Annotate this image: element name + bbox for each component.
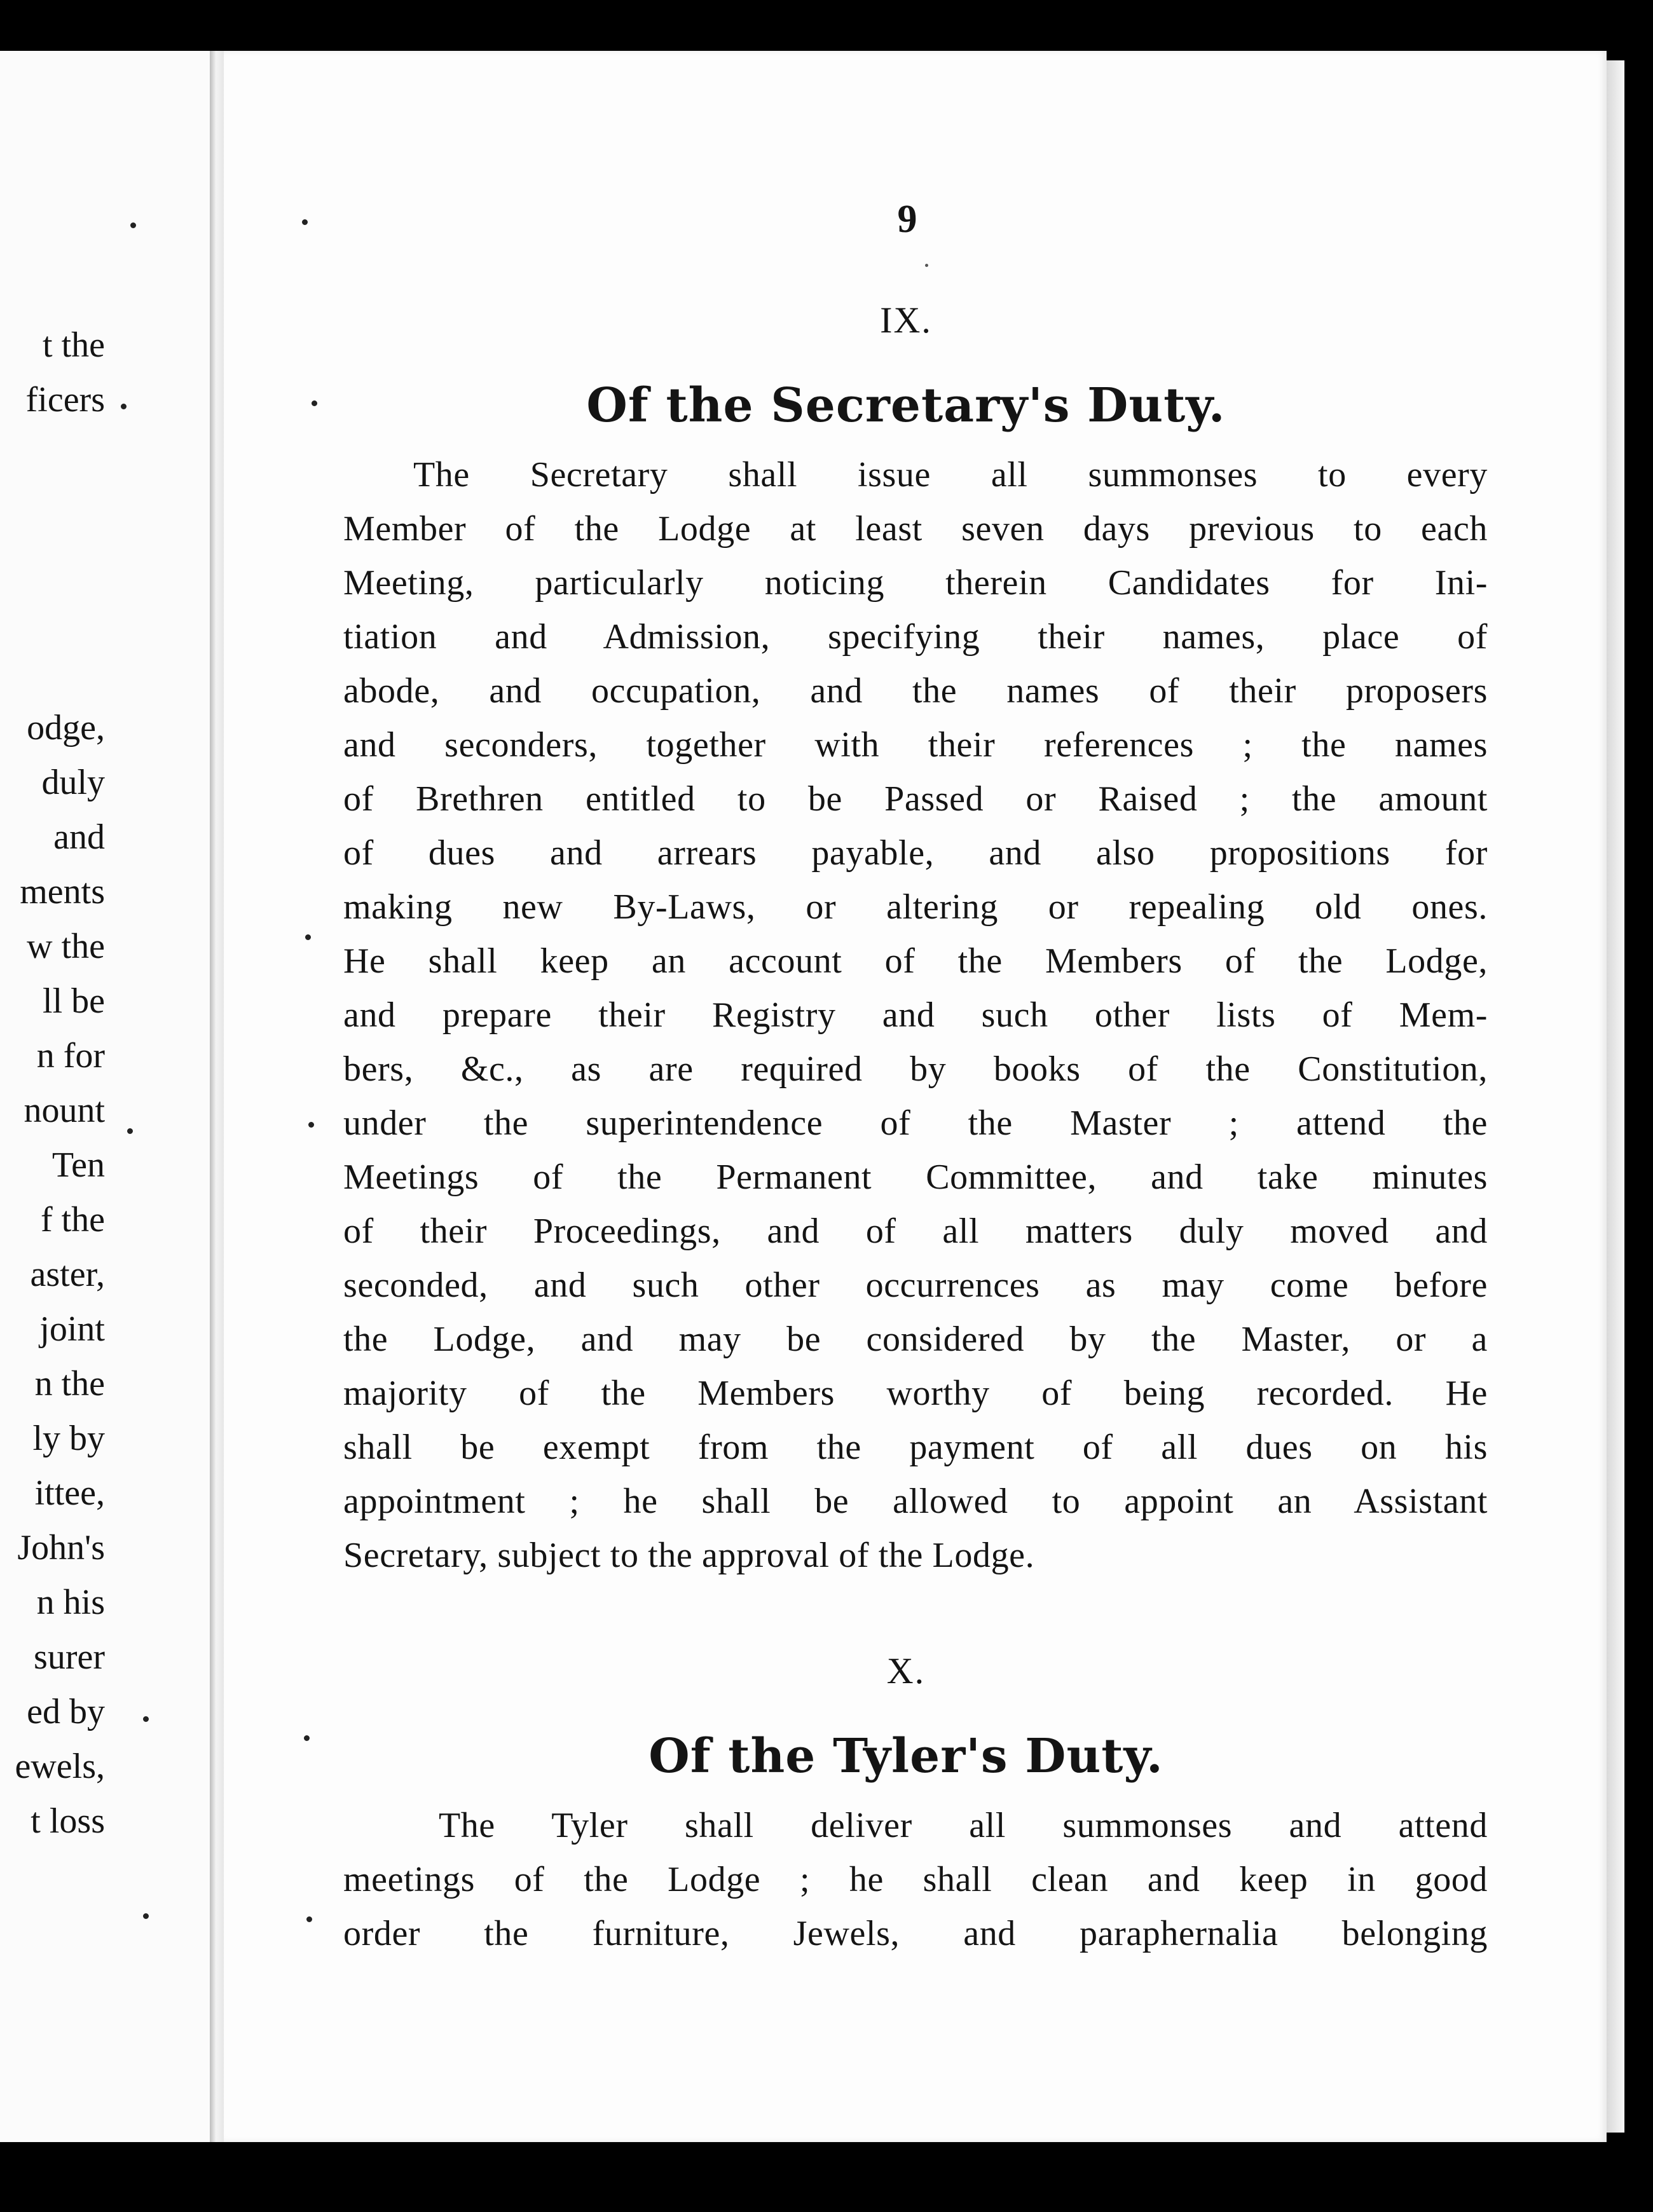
paragraph-line: appointment ; he shall be allowed to appoint an Assistant	[343, 1482, 1488, 1521]
paragraph-line: bers, &c., as are required by books of the Constitution,	[343, 1049, 1488, 1089]
stitch-hole-mark	[304, 1735, 310, 1741]
section-number-ix: IX.	[880, 299, 932, 341]
stitch-hole-mark	[302, 219, 308, 225]
left-line: ewels,	[15, 1747, 105, 1786]
paragraph-line: order the furniture, Jewels, and paraphernalia belonging	[343, 1914, 1488, 1953]
left-line: n his	[36, 1583, 105, 1622]
left-line: joint	[39, 1309, 105, 1349]
left-line: ments	[20, 872, 105, 911]
left-line: John's	[17, 1528, 105, 1567]
left-line: w the	[27, 927, 105, 966]
left-line	[15, 646, 105, 700]
page-edge	[1607, 60, 1626, 2133]
section-ix-body	[343, 448, 1488, 1583]
left-line: f the	[40, 1200, 105, 1239]
left-page-fragment	[0, 51, 212, 2142]
left-line	[15, 427, 105, 482]
stitch-hole-mark	[312, 400, 317, 406]
stitch-hole-mark	[143, 1913, 149, 1919]
paragraph-line: seconded, and such other occurrences as may come before	[343, 1266, 1488, 1305]
paragraph-line: the Lodge, and may be considered by the Master, or a	[343, 1320, 1488, 1359]
left-line: n for	[36, 1036, 105, 1075]
left-line: and	[53, 817, 105, 857]
left-line: nount	[24, 1091, 105, 1130]
paragraph-line: making new By-Laws, or altering or repealing old ones.	[343, 887, 1488, 927]
stitch-hole-mark	[121, 404, 127, 409]
left-page-text	[15, 318, 105, 1848]
paragraph-line: abode, and occupation, and the names of their proposers	[343, 671, 1488, 711]
left-line: n the	[34, 1364, 105, 1403]
ink-speck	[925, 264, 928, 267]
left-line	[15, 536, 105, 591]
paragraph-line: Secretary, subject to the approval of the Lodge.	[343, 1536, 1035, 1575]
left-line: Ten	[51, 1145, 105, 1185]
paragraph-line: Meeting, particularly noticing therein Candidates for Ini-	[343, 563, 1488, 603]
page-number: 9	[897, 198, 917, 241]
left-line: ly by	[32, 1419, 105, 1458]
left-line: t the	[43, 325, 105, 365]
paragraph-line: tiation and Admission, specifying their names, place of	[343, 617, 1488, 657]
left-line: aster,	[30, 1255, 105, 1294]
section-number-x: X.	[886, 1650, 926, 1691]
left-line: surer	[34, 1637, 105, 1677]
section-heading-tyler: Of the Tyler's Duty.	[648, 1729, 1163, 1784]
left-line: odge,	[27, 708, 105, 748]
left-line: ed by	[27, 1692, 105, 1731]
paragraph-line: of their Proceedings, and of all matters duly moved and	[343, 1212, 1488, 1251]
paragraph-line: The Secretary shall issue all summonses to every	[413, 455, 1488, 495]
paragraph-line: majority of the Members worthy of being recorded. He	[343, 1374, 1488, 1413]
left-line	[15, 591, 105, 646]
paragraph-line: shall be exempt from the payment of all dues on his	[343, 1428, 1488, 1467]
paragraph-line: of Brethren entitled to be Passed or Raised ; the amount	[343, 779, 1488, 819]
left-line: ittee,	[34, 1473, 105, 1513]
section-heading-secretary: Of the Secretary's Duty.	[586, 378, 1226, 433]
left-line: ficers	[25, 380, 105, 420]
paragraph-line: Member of the Lodge at least seven days previous to each	[343, 509, 1488, 549]
paragraph-line: and prepare their Registry and such other lists of Mem-	[343, 995, 1488, 1035]
paragraph-line: meetings of the Lodge ; he shall clean and keep in good	[343, 1860, 1488, 1899]
paragraph-line: He shall keep an account of the Members of the Lodge,	[343, 941, 1488, 981]
paragraph-line: The Tyler shall deliver all summonses and attend	[439, 1806, 1488, 1845]
left-line: duly	[41, 763, 105, 802]
stitch-hole-mark	[308, 1122, 314, 1128]
left-line: ll be	[43, 981, 105, 1021]
stitch-hole-mark	[305, 934, 311, 940]
stitch-hole-mark	[127, 1128, 133, 1134]
paragraph-line: Meetings of the Permanent Committee, and take minutes	[343, 1157, 1488, 1197]
section-x-body	[343, 1799, 1488, 1961]
stitch-hole-mark	[143, 1716, 149, 1722]
left-line: t loss	[31, 1801, 105, 1841]
stitch-hole-mark	[130, 222, 136, 228]
paragraph-line: under the superintendence of the Master ; attend the	[343, 1103, 1488, 1143]
stitch-hole-mark	[306, 1916, 312, 1922]
paragraph-line: and seconders, together with their references ; the names	[343, 725, 1488, 765]
paragraph-line: of dues and arrears payable, and also propositions for	[343, 833, 1488, 873]
left-line	[15, 482, 105, 536]
book-spine	[210, 51, 224, 2142]
